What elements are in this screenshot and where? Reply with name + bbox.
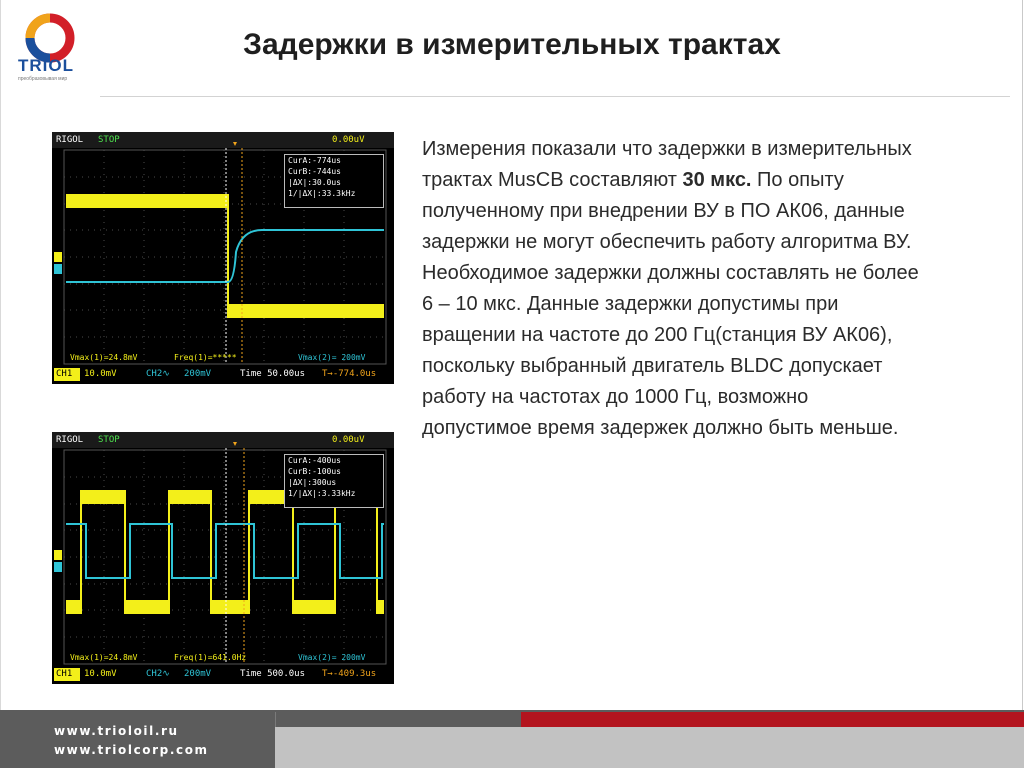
footer-link-trioloil[interactable]: www.trioloil.ru bbox=[54, 724, 179, 738]
scope2-offset: T→-409.3us bbox=[322, 669, 377, 679]
oscilloscope-screen-2 bbox=[52, 432, 394, 684]
slide-body-text bbox=[422, 134, 922, 444]
scope2-cur-b: CurB:-100us bbox=[288, 467, 341, 476]
scope1-brand: RIGOL bbox=[56, 135, 84, 145]
scope2-ch1-scale: 10.0mV bbox=[84, 669, 117, 679]
scope1-delta-x: |ΔX|:30.0us bbox=[288, 178, 341, 187]
scope2-state: STOP bbox=[98, 435, 120, 445]
slide-right-border bbox=[1022, 0, 1023, 710]
scope2-brand: RIGOL bbox=[56, 435, 84, 445]
scope2-inv-delta-x: 1/|ΔX|:3.33kHz bbox=[288, 489, 356, 498]
scope1-ch2-scale: 200mV bbox=[184, 369, 212, 379]
scope2-vmax2: Vmax(2)= 200mV bbox=[298, 653, 366, 662]
scope2-ch2-label: CH2∿ bbox=[146, 669, 170, 679]
scope1-ch1-label: CH1 bbox=[56, 369, 73, 379]
logo-wordmark: TRIOL bbox=[18, 56, 74, 75]
footer-grey-panel bbox=[275, 727, 1024, 768]
logo-tagline: преобразовывая мир bbox=[18, 76, 68, 82]
body-emphasis-30us: 30 мкс. bbox=[682, 169, 752, 191]
ch1-trace-low bbox=[228, 304, 384, 318]
scope2-delta-x: |ΔX|:300us bbox=[288, 478, 337, 487]
scope1-ch2-label: CH2∿ bbox=[146, 369, 170, 379]
scope2-ch1-label: CH1 bbox=[56, 669, 73, 679]
scope1-cursor-panel bbox=[284, 154, 384, 208]
footer-link-triolcorp[interactable]: www.triolcorp.com bbox=[54, 743, 209, 757]
scope1-state: STOP bbox=[98, 135, 120, 145]
oscilloscope-screen-1 bbox=[52, 132, 394, 384]
scope1-cur-a: CurA:-774us bbox=[288, 156, 341, 165]
scope2-trigger-level: 0.00uV bbox=[332, 435, 365, 445]
scope2-vmax1: Vmax(1)=24.8mV bbox=[70, 653, 138, 662]
scope2-cursor-panel bbox=[284, 454, 384, 508]
scope2-time: Time 500.0us bbox=[240, 669, 306, 679]
scope2-cur-a: CurA:-400us bbox=[288, 456, 341, 465]
slide-left-border bbox=[0, 0, 1, 710]
scope1-offset: T→-774.0us bbox=[322, 369, 377, 379]
footer-red-stripe bbox=[521, 712, 1024, 727]
ch1-trace-high bbox=[66, 194, 228, 208]
body-paragraph-rest: По опыту полученному при внедрении ВУ в ПО АК06, данные задержки не могут обеспечить работу алгоритма ВУ. Необходимое задержки должны составлять не более 6 – 10 мкс. Данные задержки допустимы при вращении на частоте до 200 Гц(станция ВУ АК06), поскольку выбранный двигатель BLDC допускает работу на частотах до 1000 Гц, возможно допустимое время задержек должно быть меньше. bbox=[422, 169, 919, 439]
scope1-vmax2: Vmax(2)= 200mV bbox=[298, 353, 366, 362]
footer-separator bbox=[275, 712, 276, 727]
scope1-vmax1: Vmax(1)=24.8mV bbox=[70, 353, 138, 362]
body-paragraph-start: Измерения показали что задержки в измерительных трактах MusCB составляют bbox=[422, 138, 912, 191]
scope1-cur-b: CurB:-744us bbox=[288, 167, 341, 176]
title-divider bbox=[100, 96, 1010, 97]
slide-title: Задержки в измерительных трактах bbox=[243, 28, 781, 61]
scope2-ch2-scale: 200mV bbox=[184, 669, 212, 679]
scope1-trigger-level: 0.00uV bbox=[332, 135, 365, 145]
scope1-time: Time 50.00us bbox=[240, 369, 306, 379]
scope1-ch1-scale: 10.0mV bbox=[84, 369, 117, 379]
scope1-inv-delta-x: 1/|ΔX|:33.3kHz bbox=[288, 189, 356, 198]
scope2-freq1: Freq(1)=641.0Hz bbox=[174, 653, 247, 662]
scope1-freq1: Freq(1)=***** bbox=[174, 353, 237, 362]
